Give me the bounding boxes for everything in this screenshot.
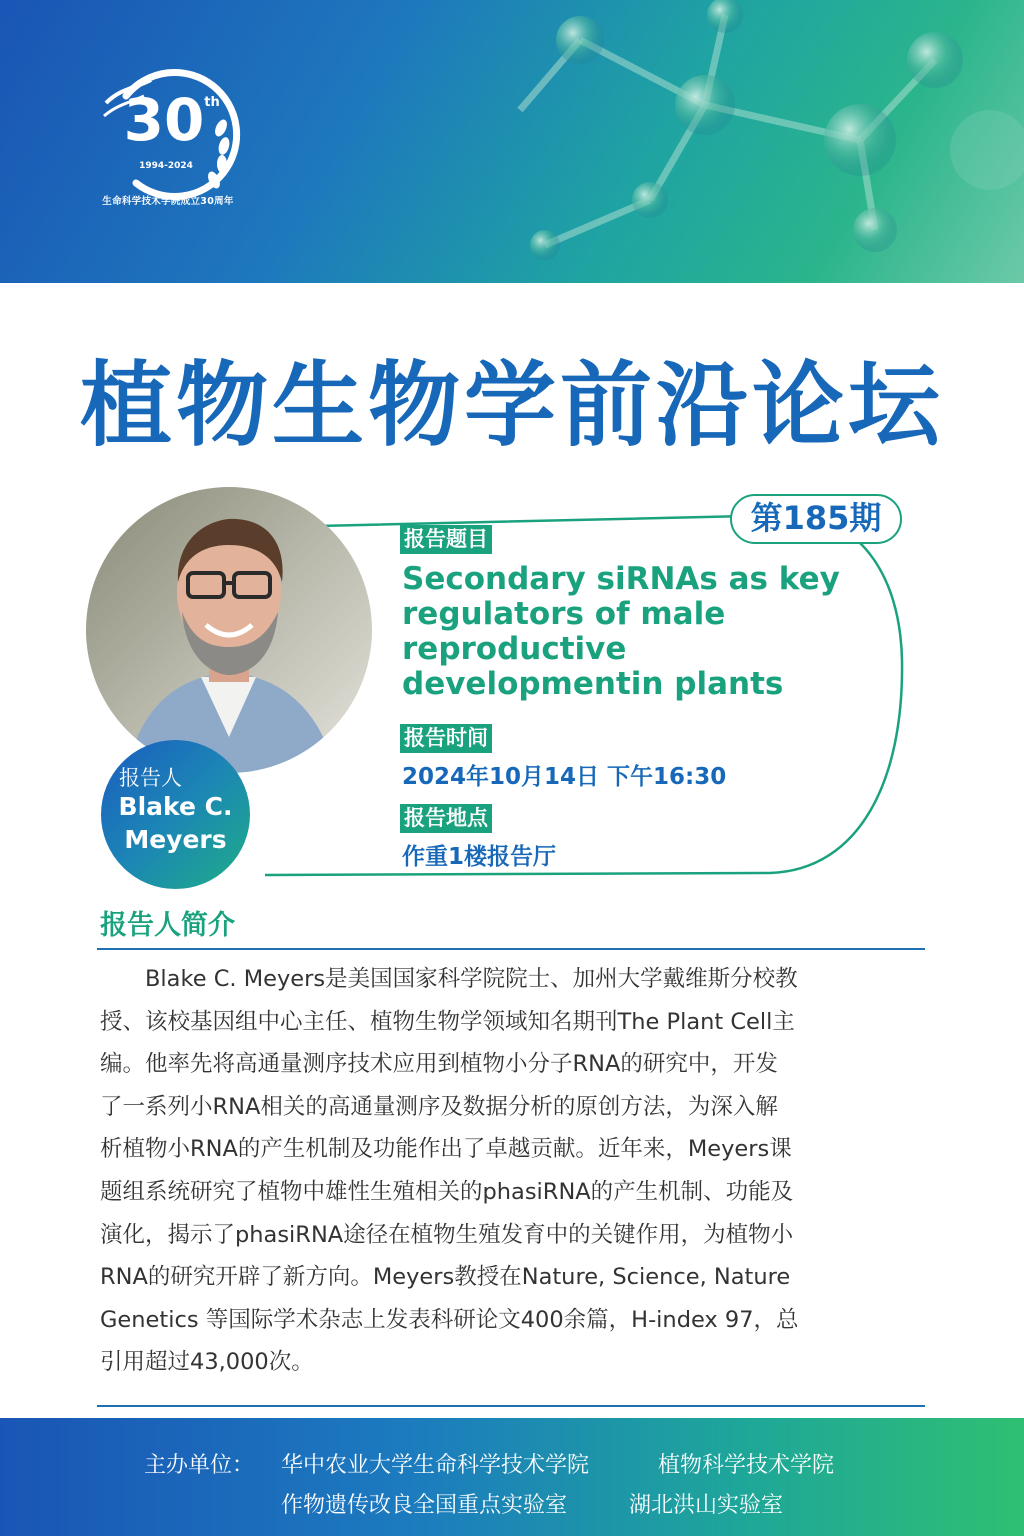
speaker-tag: 报告人: [119, 766, 182, 790]
talk-time: 2024年10月14日 下午16:30: [402, 764, 727, 790]
organizer-label: 主办单位：: [144, 1453, 255, 1478]
talk-time-label: 报告时间: [400, 724, 492, 753]
bio-line: 演化，揭示了phasiRNA途径在植物生殖发育中的关键作用，为植物小: [100, 1221, 794, 1248]
bio-heading: 报告人简介: [100, 910, 235, 941]
organizer-3: 作物遗传改良全国重点实验室: [281, 1493, 568, 1518]
bio-line: 引用超过43,000次。: [100, 1349, 314, 1376]
bio-divider-bottom: [97, 1405, 925, 1407]
bio-line: Blake C. Meyers是美国国家科学院院士、加州大学戴维斯分校教: [100, 966, 798, 992]
bio-line: 授、该校基因组中心主任、植物生物学领域知名期刊The Plant Cell主: [100, 1008, 795, 1035]
speaker-photo: [86, 487, 372, 773]
speaker-badge: [101, 740, 250, 889]
talk-place-label: 报告地点: [400, 804, 492, 833]
bio-line: RNA的研究开辟了新方向。Meyers教授在Nature, Science, Nature: [100, 1264, 791, 1291]
bio-line: 析植物小RNA的产生机制及功能作出了卓越贡献。近年来，Meyers课: [100, 1136, 792, 1163]
organizer-1: 华中农业大学生命科学技术学院: [281, 1453, 590, 1478]
bio-line: 了一系列小RNA相关的高通量测序及数据分析的原创方法，为深入解: [100, 1093, 778, 1120]
logo-years: 1994-2024: [139, 161, 193, 171]
speaker-name-line1: Blake C.: [118, 792, 233, 821]
talk-title: Secondary siRNAs as key regulators of male reproductive developmentin plants: [402, 561, 840, 702]
header-banner: [0, 0, 1024, 283]
bio-text: [100, 958, 928, 1384]
logo-suffix: th: [204, 95, 220, 110]
talk-title-label: 报告题目: [400, 525, 492, 554]
organizer-4: 湖北洪山实验室: [629, 1493, 784, 1518]
speaker-name: [101, 790, 250, 856]
talk-place: 作重1楼报告厅: [402, 844, 557, 870]
speaker-name-line2: Meyers: [124, 825, 227, 854]
bio-divider-top: [97, 948, 925, 950]
logo-number: 30: [123, 86, 205, 154]
page-title: 植物生物学前沿论坛: [79, 352, 944, 459]
footer-organizers: [0, 1418, 1024, 1536]
bio-line: Genetics 等国际学术杂志上发表科研论文400余篇，H-index 97，总: [100, 1306, 799, 1333]
logo-caption: 生命科学技术学院成立30周年: [102, 196, 234, 207]
bio-line: 题组系统研究了植物中雄性生殖相关的phasiRNA的产生机制、功能及: [100, 1178, 794, 1205]
organizer-2: 植物科学技术学院: [658, 1453, 835, 1478]
issue-badge: 第185期: [730, 494, 902, 544]
bio-line: 编。他率先将高通量测序技术应用到植物小分子RNA的研究中，开发: [100, 1051, 778, 1078]
